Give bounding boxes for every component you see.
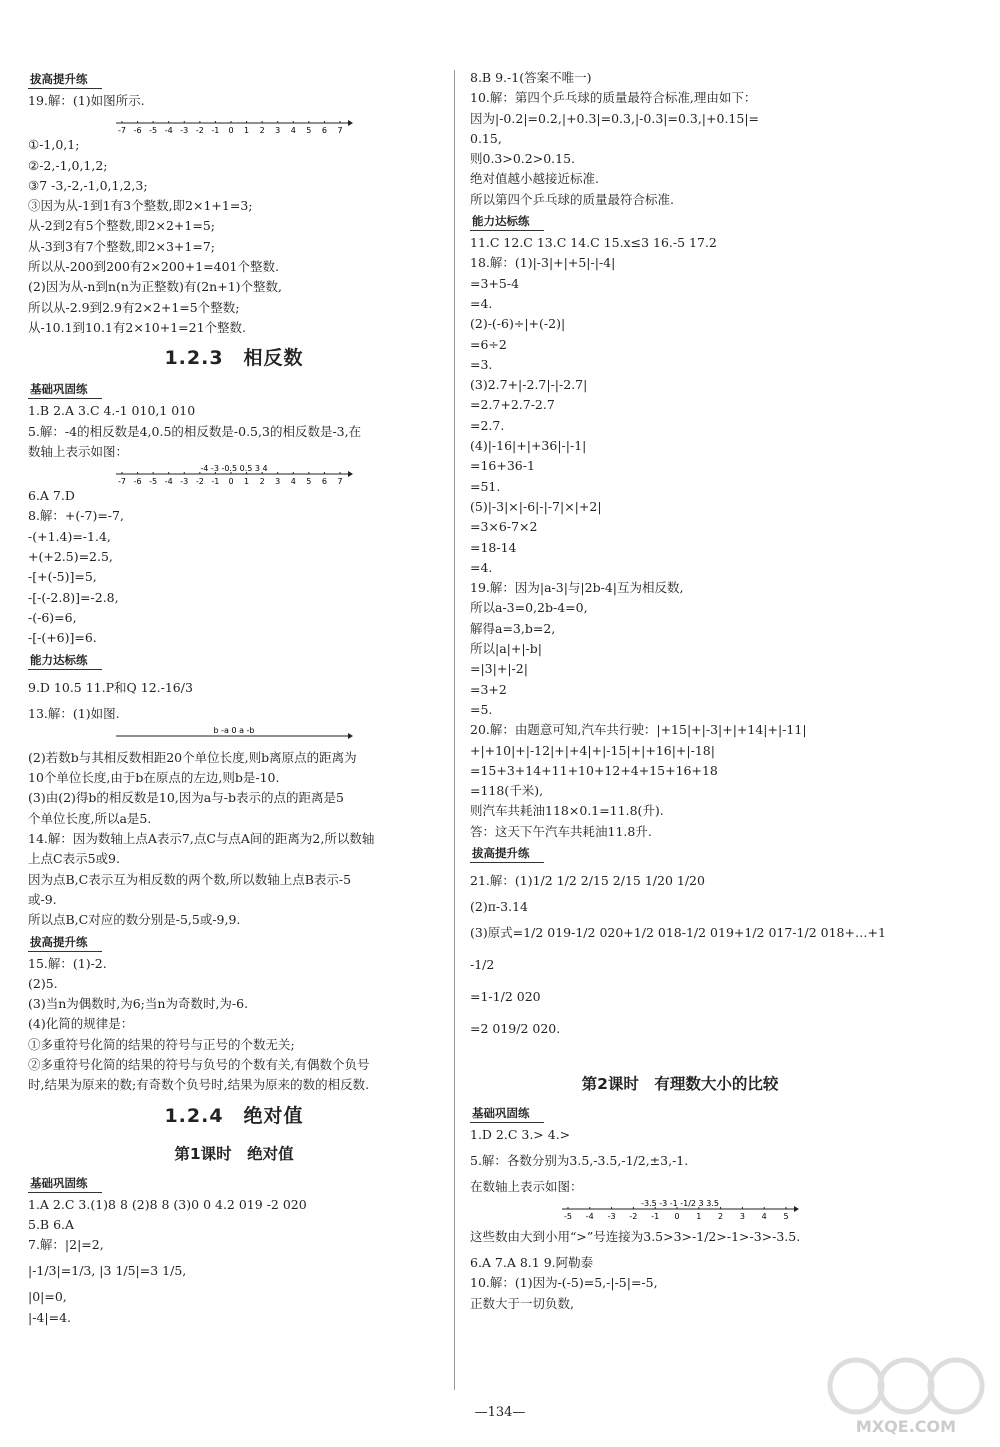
answer-line: 因为|-0.2|=0.2,|+0.3|=0.3,|-0.3|=0.3,|+0.15|= — [470, 110, 760, 126]
section-tag: 拔高提升练 — [28, 71, 102, 89]
tick-label: -3 — [180, 126, 189, 136]
answer-line: 或-9. — [28, 891, 57, 907]
answer-line: |-4|=4. — [28, 1309, 71, 1325]
answer-line: 19.解：因为|a-3|与|2b-4|互为相反数, — [470, 580, 684, 596]
number-line-svg — [114, 111, 354, 135]
answer-line: 8.B 9.-1(答案不唯一) — [470, 70, 592, 85]
answer-line: =18-14 — [470, 539, 517, 555]
answer-line: ③7 -3,-2,-1,0,1,2,3; — [28, 177, 148, 193]
answer-line: 5.解：-4的相反数是4,0.5的相反数是-0.5,3的相反数是-3,在 — [28, 423, 362, 439]
answer-line: =2 019/2 020. — [470, 1021, 561, 1037]
answer-line: 18.解：(1)|-3|+|+5|-|-4| — [470, 255, 616, 271]
tick-label: 0 — [674, 1212, 680, 1222]
answer-line: 所以第四个乒乓球的质量最符合标准. — [470, 191, 674, 207]
axis-arrow — [794, 1206, 799, 1212]
tick-label: -3 — [180, 477, 189, 487]
answer-line: 解得a=3,b=2, — [470, 620, 556, 636]
answer-line: 6.A 7.D — [28, 488, 75, 504]
answer-line: 19.解：(1)如图所示. — [28, 93, 145, 108]
tick-label: 0 — [228, 126, 234, 136]
answer-line: =16+36-1 — [470, 458, 535, 474]
svg-text:MXQE.COM: MXQE.COM — [855, 1417, 957, 1436]
tick-label: -4 — [585, 1212, 594, 1222]
answer-line: 5.B 6.A — [28, 1216, 75, 1232]
tick-label: 0 — [228, 477, 234, 487]
column-divider — [454, 70, 455, 1390]
spacer — [470, 1045, 890, 1065]
tick-label: -6 — [133, 126, 142, 136]
left-column — [28, 68, 440, 1328]
answer-line: 7.解：|2|=2, — [28, 1237, 104, 1253]
answer-line: =4. — [470, 295, 493, 311]
answer-line: 个单位长度,所以a是5. — [28, 810, 152, 826]
number-line-figure — [28, 724, 440, 748]
section-tag: 能力达标练 — [28, 652, 102, 670]
answer-line: =1-1/2 020 — [470, 989, 541, 1005]
answer-line: -(-6)=6, — [28, 609, 77, 625]
answer-line: 这些数由大到小用“>”号连接为3.5>3>-1/2>-1>-3>-3.5. — [470, 1229, 801, 1245]
answer-line: 则汽车共耗油118×0.1=11.8(升). — [470, 803, 664, 819]
answer-line: (3)当n为偶数时,为6;当n为奇数时,为-6. — [28, 996, 249, 1012]
answer-line: =51. — [470, 478, 501, 494]
answer-line: (3)由(2)得b的相反数是10,因为a与-b表示的点的距离是5 — [28, 790, 344, 806]
section-tag: 拔高提升练 — [28, 934, 102, 952]
answer-line: 从-10.1到10.1有2×10+1=21个整数. — [28, 319, 246, 335]
answer-line: 20.解：由题意可知,汽车共行驶：|+15|+|-3|+|+14|+|-11| — [470, 722, 807, 738]
answer-line: 5.解：各数分别为3.5,-3.5,-1/2,±3,-1. — [470, 1152, 689, 1168]
tick-label: 4 — [761, 1212, 767, 1222]
answer-line: 所以|a|+|-b| — [470, 641, 542, 657]
answer-line: =2.7+2.7-2.7 — [470, 397, 555, 413]
answer-line: (3)2.7+|-2.7|-|-2.7| — [470, 377, 588, 393]
answer-line: 答：这天下午汽车共耗油11.8升. — [470, 823, 652, 839]
answer-line: ①-1,0,1; — [28, 137, 80, 153]
tick-label: -4 — [164, 477, 173, 487]
answer-line: 11.C 12.C 13.C 14.C 15.x≤3 16.-5 17.2 — [470, 235, 717, 251]
answer-line: 8.解：+(-7)=-7, — [28, 508, 124, 524]
tick-label: 3 — [739, 1212, 745, 1222]
tick-label: -2 — [195, 477, 204, 487]
answer-line: 所以从-2.9到2.9有2×2+1=5个整数; — [28, 299, 240, 315]
section-tag: 基础巩固练 — [28, 1175, 102, 1193]
number-line-svg — [114, 462, 354, 486]
answer-line: (3)原式=1/2 019-1/2 020+1/2 018-1/2 019+1/2 017-1/2 018+…+1 — [470, 925, 886, 941]
answer-line: -[+(-5)]=5, — [28, 569, 97, 585]
answer-line: ③因为从-1到1有3个整数,即2×1+1=3; — [28, 198, 253, 214]
tick-label: -2 — [629, 1212, 638, 1222]
lesson-title: 第1课时 绝对值 — [174, 1144, 294, 1163]
answer-line: ②-2,-1,0,1,2; — [28, 157, 108, 173]
tick-label: -5 — [149, 477, 158, 487]
lesson-title: 第2课时 有理数大小的比较 — [581, 1074, 779, 1093]
answer-line: 正数大于一切负数, — [470, 1295, 574, 1311]
answer-line: =3+2 — [470, 681, 507, 697]
tick-label: 6 — [321, 477, 327, 487]
answer-line: 15.解：(1)-2. — [28, 955, 107, 971]
answer-line: (4)化简的规律是： — [28, 1016, 134, 1032]
answer-line: =4. — [470, 559, 493, 575]
answer-line: -(+1.4)=-1.4, — [28, 528, 111, 544]
answer-line: +(+2.5)=2.5, — [28, 549, 113, 565]
answer-line: 上点C表示5或9. — [28, 851, 120, 867]
tick-label: 5 — [783, 1212, 789, 1222]
section-tag: 基础巩固练 — [470, 1105, 544, 1123]
number-line-points: -3.5 -3 -1 -1/2 3 3.5 — [641, 1199, 719, 1209]
tick-label: 4 — [290, 477, 296, 487]
answer-line: 0.15, — [470, 130, 502, 146]
section-tag: 能力达标练 — [470, 213, 544, 231]
answer-line: (2)π-3.14 — [470, 898, 528, 914]
tick-label: 3 — [275, 477, 281, 487]
tick-label: 2 — [259, 126, 265, 136]
answer-line: 6.A 7.A 8.1 9.阿勒泰 — [470, 1255, 594, 1271]
answer-line: 1.A 2.C 3.(1)8 8 (2)8 8 (3)0 0 4.2 019 -2 020 — [28, 1196, 307, 1212]
axis-arrow — [348, 733, 353, 739]
answer-line: (2)5. — [28, 975, 58, 991]
number-line-figure — [28, 111, 440, 135]
right-column — [470, 68, 890, 1314]
answer-line: =2.7. — [470, 417, 505, 433]
answer-line: 因为点B,C表示互为相反数的两个数,所以数轴上点B表示-5 — [28, 871, 352, 887]
tick-label: -3 — [607, 1212, 616, 1222]
answer-line: =3×6-7×2 — [470, 519, 538, 535]
answer-line: 时,结果为原来的数;有奇数个负号时,结果为原来的数的相反数. — [28, 1077, 370, 1093]
answer-line: (4)|-16|+|+36|-|-1| — [470, 438, 587, 454]
axis-arrow — [348, 471, 353, 477]
tick-label: 3 — [275, 126, 281, 136]
tick-label: 5 — [306, 477, 312, 487]
answer-line: ②多重符号化简的结果的符号与负号的个数有关,有偶数个负号 — [28, 1056, 370, 1072]
answer-line: 1.D 2.C 3.> 4.> — [470, 1126, 571, 1142]
answer-line: (5)|-3|×|-6|-|-7|×|+2| — [470, 498, 602, 514]
watermark-logo — [826, 1350, 986, 1436]
tick-label: 7 — [337, 126, 343, 136]
answer-line: (2)因为从-n到n(n为正整数)有(2n+1)个整数, — [28, 279, 282, 295]
tick-label: 5 — [306, 126, 312, 136]
answer-line: ①多重符号化简的结果的符号与正号的个数无关; — [28, 1036, 295, 1052]
tick-label: -4 — [164, 126, 173, 136]
answer-line: 从-2到2有5个整数,即2×2+1=5; — [28, 218, 215, 234]
answer-line: =6÷2 — [470, 336, 507, 352]
answer-line: 所以点B,C对应的数分别是-5,5或-9,9. — [28, 912, 241, 928]
answer-line: 10个单位长度,由于b在原点的左边,则b是-10. — [28, 770, 280, 786]
answer-line: =15+3+14+11+10+12+4+15+16+18 — [470, 762, 718, 778]
tick-label: 7 — [337, 477, 343, 487]
tick-label: 2 — [259, 477, 265, 487]
tick-label: 1 — [244, 477, 250, 487]
tick-label: -7 — [118, 477, 126, 487]
answer-line: =3. — [470, 356, 493, 372]
tick-label: -2 — [195, 126, 204, 136]
answer-line: -[-(+6)]=6. — [28, 630, 97, 646]
answer-line: 10.解：第四个乒乓球的质量最符合标准,理由如下： — [470, 90, 757, 106]
answer-line: -[-(-2.8)]=-2.8, — [28, 589, 119, 605]
tick-label: -5 — [149, 126, 158, 136]
number-line-points: b -a 0 a -b — [213, 725, 255, 735]
number-line-figure — [28, 462, 440, 486]
answer-line: -1/2 — [470, 957, 495, 973]
page-number: —134— — [474, 1405, 526, 1420]
tick-label: -1 — [211, 126, 220, 136]
tick-label: 4 — [290, 126, 296, 136]
answer-line: +|+10|+|-12|+|+4|+|-15|+|+16|+|-18| — [470, 742, 715, 758]
section-tag: 拔高提升练 — [470, 845, 544, 863]
answer-line: 21.解：(1)1/2 1/2 2/15 2/15 1/20 1/20 — [470, 872, 705, 888]
section-title: 1.2.3 相反数 — [164, 347, 304, 370]
answer-line: 从-3到3有7个整数,即2×3+1=7; — [28, 238, 215, 254]
tick-label: 1 — [696, 1212, 702, 1222]
section-title: 1.2.4 绝对值 — [164, 1104, 304, 1127]
tick-label: 2 — [718, 1212, 724, 1222]
answer-line: 所以从-200到200有2×200+1=401个整数. — [28, 259, 279, 275]
tick-label: -1 — [651, 1212, 660, 1222]
answer-line: =|3|+|-2| — [470, 661, 528, 677]
answer-line: 所以a-3=0,2b-4=0, — [470, 600, 588, 616]
answer-line: 14.解：因为数轴上点A表示7,点C与点A间的距离为2,所以数轴 — [28, 831, 375, 847]
answer-line: =3+5-4 — [470, 275, 520, 291]
answer-line: |0|=0, — [28, 1289, 67, 1305]
answer-line: 则0.3>0.2>0.15. — [470, 151, 576, 167]
answer-line: 9.D 10.5 11.P和Q 12.-16/3 — [28, 679, 193, 695]
answer-line: |-1/3|=1/3, |3 1/5|=3 1/5, — [28, 1263, 187, 1279]
answer-line: =5. — [470, 701, 493, 717]
number-line-svg — [560, 1197, 800, 1221]
answer-line: 绝对值越小越接近标准. — [470, 171, 599, 187]
tick-label: 6 — [321, 126, 327, 136]
tick-label: 1 — [244, 126, 250, 136]
answer-line: =118(千米), — [470, 783, 544, 799]
answer-line: (2)若数b与其相反数相距20个单位长度,则b离原点的距离为 — [28, 749, 357, 765]
number-line-points: -4 -3 -0.5 0.5 3 4 — [200, 464, 268, 474]
tick-label: -6 — [133, 477, 142, 487]
tick-label: -5 — [564, 1212, 572, 1222]
number-line-figure — [470, 1197, 890, 1221]
answer-line: 1.B 2.A 3.C 4.-1 010,1 010 — [28, 403, 196, 419]
tick-label: -1 — [211, 477, 220, 487]
answer-line: 数轴上表示如图： — [28, 443, 129, 459]
answer-line: 在数轴上表示如图： — [470, 1178, 583, 1194]
tick-label: -7 — [118, 126, 126, 136]
number-line-svg — [114, 724, 354, 748]
section-tag: 基础巩固练 — [28, 381, 102, 399]
answer-line: 10.解：(1)因为-(-5)=5,-|-5|=-5, — [470, 1275, 658, 1291]
axis-arrow — [348, 120, 353, 126]
answer-line: 13.解：(1)如图. — [28, 705, 120, 721]
answer-line: (2)-(-6)÷|+(-2)| — [470, 316, 566, 332]
